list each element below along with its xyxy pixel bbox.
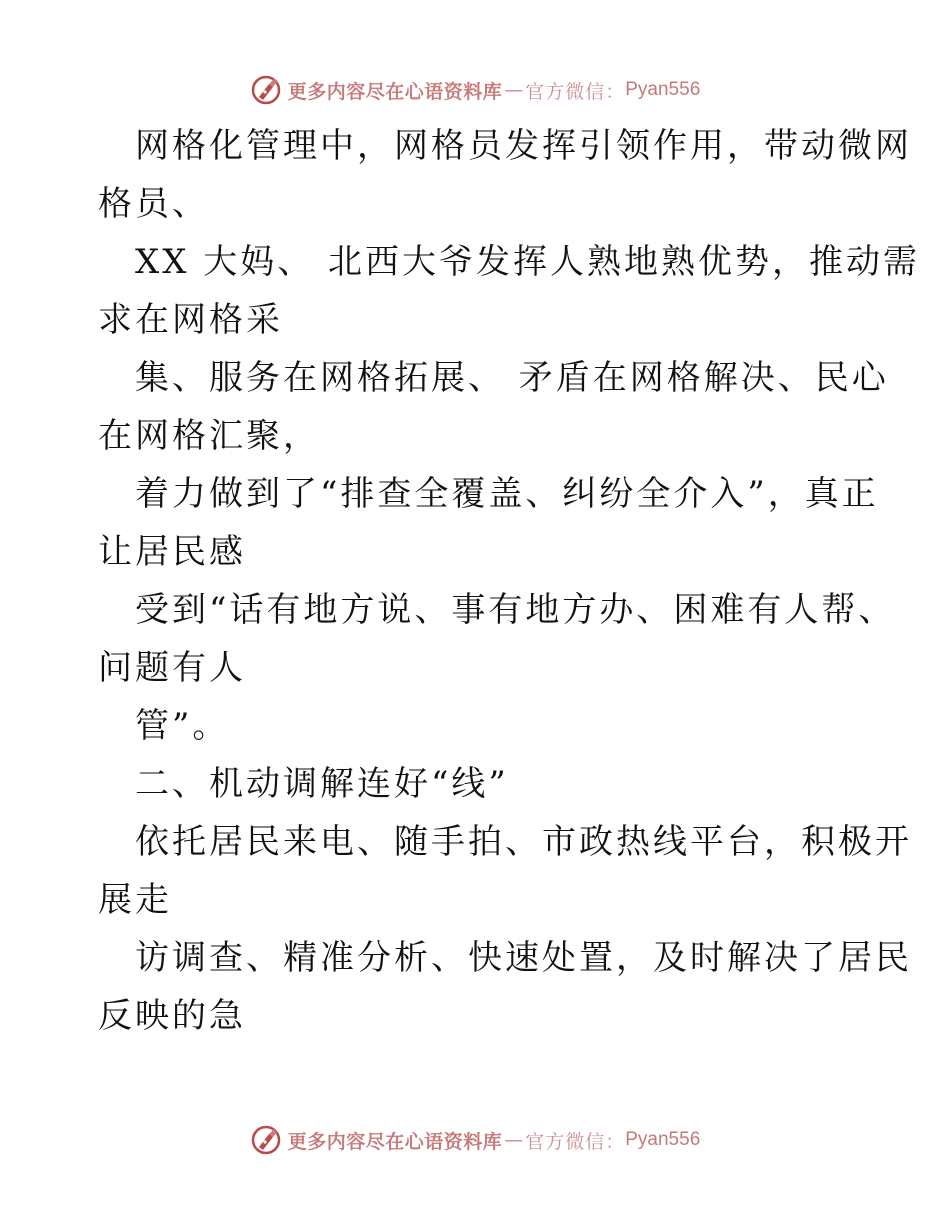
watermark-dash: — xyxy=(504,79,524,101)
section-heading: 二、机动调解连好“线” xyxy=(135,764,509,804)
body-line-3: XX 大妈、 北西大爷发挥人熟地熟优势，推动需 xyxy=(135,242,921,282)
header-watermark xyxy=(0,70,950,110)
watermark-brand: 更多内容尽在心语资料库 xyxy=(287,80,503,103)
watermark-brand: 更多内容尽在心语资料库 xyxy=(287,1130,503,1153)
body-line-7: 着力做到了“排查全覆盖、纠纷全介入”，真正 xyxy=(135,474,879,514)
body-line-15: 访调查、精准分析、快速处置，及时解决了居民 xyxy=(135,938,912,978)
body-line-10: 问题有人 xyxy=(98,648,246,688)
pen-nib-circle-logo-icon xyxy=(250,1124,282,1156)
body-line-4: 求在网格采 xyxy=(98,300,283,340)
document-body xyxy=(98,117,921,1045)
body-line-8: 让居民感 xyxy=(98,532,246,572)
body-line-1: 网格化管理中，网格员发挥引领作用，带动微网 xyxy=(135,126,912,166)
pen-nib-circle-logo-icon xyxy=(250,74,282,106)
body-line-9: 受到“话有地方说、事有地方办、困难有人帮、 xyxy=(135,590,896,630)
body-line-16: 反映的急 xyxy=(98,996,246,1036)
footer-watermark xyxy=(0,1120,950,1160)
watermark-label: 官方微信： xyxy=(525,1130,626,1153)
watermark-label: 官方微信： xyxy=(525,80,626,103)
watermark-dash: — xyxy=(504,1129,524,1151)
body-line-13: 依托居民来电、随手拍、市政热线平台，积极开 xyxy=(135,822,912,862)
watermark-id: Pyan556 xyxy=(625,1129,701,1150)
body-line-11: 管”。 xyxy=(135,706,230,746)
body-line-14: 展走 xyxy=(98,880,172,920)
body-line-6: 在网格汇聚， xyxy=(98,416,320,456)
body-line-5: 集、服务在网格拓展、 矛盾在网格解决、民心 xyxy=(135,358,889,398)
watermark-id: Pyan556 xyxy=(625,79,701,100)
body-line-2: 格员、 xyxy=(98,184,209,224)
